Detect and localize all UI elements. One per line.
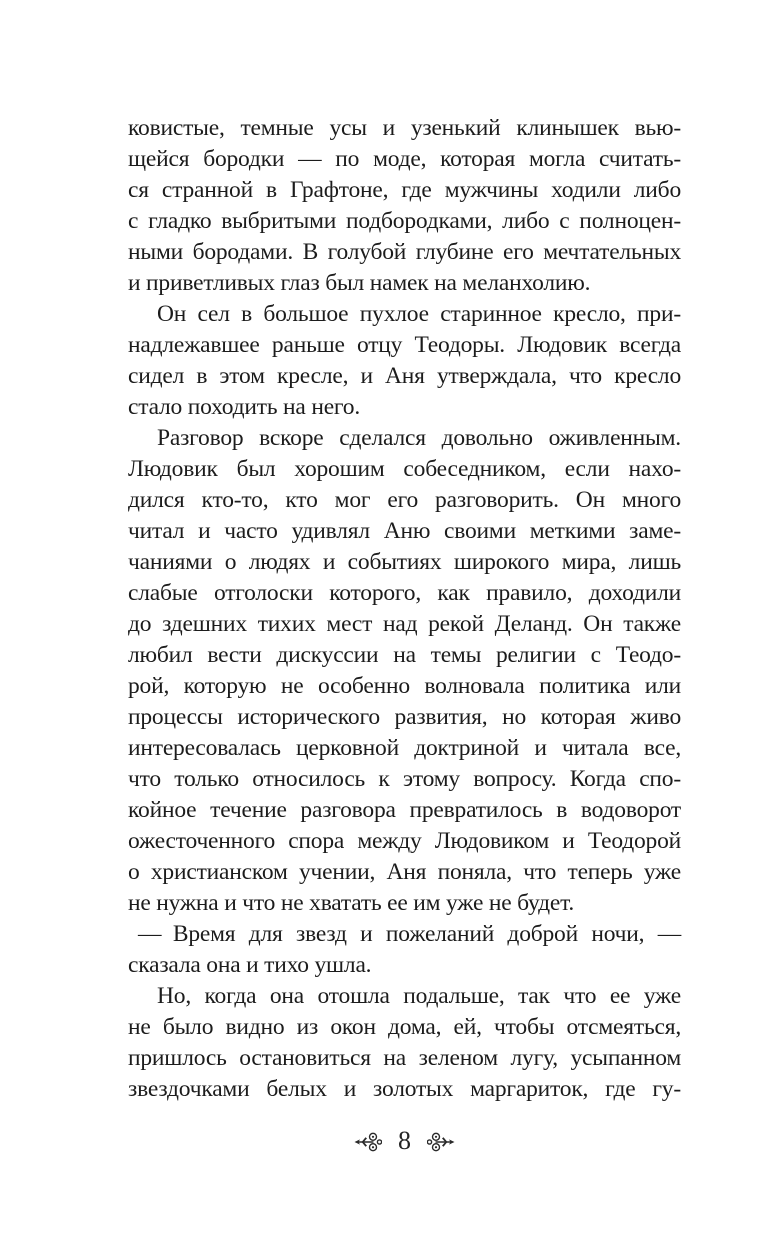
- text-line: — Время для звезд и пожеланий доброй ночи, —: [138, 921, 681, 947]
- text-line: и приветливых глаз был намек на меланхолию.: [128, 270, 591, 296]
- page-number: 8: [398, 1126, 411, 1155]
- text-line: любил вести дискуссии на темы религии с Теодо-: [128, 642, 681, 668]
- text-line: дился кто-то, кто мог его разговорить. Он много: [128, 487, 681, 513]
- text-line: Людовик был хорошим собеседником, если нахо-: [128, 456, 681, 482]
- text-line: Разговор вскоре сделался довольно оживленным.: [157, 425, 681, 451]
- text-line: не было видно из окон дома, ей, чтобы отсмеяться,: [128, 1014, 681, 1040]
- page-footer: [128, 1126, 681, 1158]
- text-line: надлежавшее раньше отцу Теодоры. Людовик всегда: [128, 332, 681, 358]
- text-line: до здешних тихих мест над рекой Деланд. Он также: [128, 611, 681, 637]
- text-line: ожесточенного спора между Людовиком и Теодорой: [128, 828, 681, 854]
- text-line: ковистые, темные усы и узенький клинышек вью-: [128, 115, 681, 141]
- text-line: пришлось остановиться на зеленом лугу, усыпанном: [128, 1045, 681, 1071]
- text-line: о христианском учении, Аня поняла, что теперь уже: [128, 859, 681, 885]
- text-line: интересовалась церковной доктриной и читала все,: [128, 735, 681, 761]
- text-line: процессы исторического развития, но которая живо: [128, 704, 681, 730]
- text-line: чаниями о людях и событиях широкого мира, лишь: [128, 549, 681, 575]
- text-line: Но, когда она отошла подальше, так что ее уже: [157, 983, 681, 1009]
- text-line: читал и часто удивлял Аню своими меткими заме-: [128, 518, 681, 544]
- text-line: не нужна и что не хватать ее им уже не будет.: [128, 890, 575, 916]
- fleuron-left-icon: [354, 1130, 382, 1154]
- text-line: Он сел в большое пухлое старинное кресло, при-: [157, 301, 681, 327]
- text-block: [128, 113, 681, 1105]
- text-line: койное течение разговора превратилось в водоворот: [128, 797, 681, 823]
- text-line: слабые отголоски которого, как правило, доходили: [128, 580, 681, 606]
- fleuron-right-icon: [427, 1130, 455, 1154]
- text-line: ся странной в Графтоне, где мужчины ходили либо: [128, 177, 681, 203]
- text-line: рой, которую не особенно волновала политика или: [128, 673, 681, 699]
- text-line: ными бородами. В голубой глубине его мечтательных: [128, 239, 681, 265]
- text-line: что только относилось к этому вопросу. Когда спо-: [128, 766, 681, 792]
- text-line: с гладко выбритыми подбородками, либо с полноцен-: [128, 208, 681, 234]
- text-line: щейся бородки — по моде, которая могла считать-: [128, 146, 681, 172]
- text-line: сказала она и тихо ушла.: [128, 952, 372, 978]
- text-line: звездочками белых и золотых маргариток, где гу-: [128, 1076, 681, 1102]
- text-line: стало походить на него.: [128, 394, 361, 420]
- text-line: сидел в этом кресле, и Аня утверждала, что кресло: [128, 363, 681, 389]
